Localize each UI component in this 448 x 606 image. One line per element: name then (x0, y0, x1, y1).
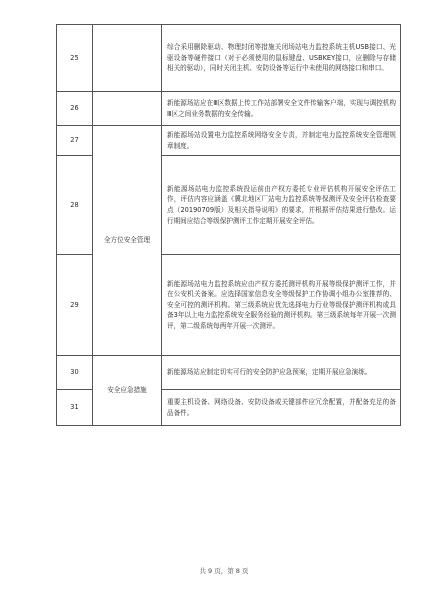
requirement-text: 新能源场站应在Ⅲ区数据上传工作站部署安全文件传输客户端，实现与调控机构Ⅲ区之间业务数据的安全传输。 (162, 92, 401, 126)
table-row (57, 356, 401, 390)
row-number: 28 (57, 156, 93, 255)
table-row (57, 126, 401, 156)
requirement-text: 新能源场站电力监控系统投运前由产权方委托专业评估机构开展安全评估工作，评估内容应涵盖《冀北地区厂站电力监控系统等保测评及安全评估检查要点（20190709版）及相关指导说明》的要求，并根据评估结果进行整改。运行期间应结合等级保护测评工作定期开展安全评估。 (162, 156, 401, 255)
row-number: 29 (57, 255, 93, 356)
row-number: 27 (57, 126, 93, 156)
table-row (57, 25, 401, 92)
category-cell: 安全应急措施 (93, 356, 162, 426)
category-cell (93, 92, 162, 126)
table-row (57, 92, 401, 126)
requirement-text: 新能源场站设置电力监控系统网络安全专责，并制定电力监控系统安全管理规章制度。 (162, 126, 401, 156)
requirement-text: 新能源场站电力监控系统应由产权方委托测评机构开展等级保护测评工作，并在公安机关备案。应选择国家信息安全等级保护工作协调小组办公室推荐的、安全可控的测评机构。第三级系统应优先选择电力行业等级保护测评机构或具备3年以上电力监控系统安全服务经验的测评机构。第三级系统每年开展一次测评，第二级系统每两年开展一次测评。 (162, 255, 401, 356)
page-footer: 共 9 页，第 8 页 (199, 567, 249, 575)
requirement-text: 新能源场站应制定切实可行的安全防护应急预案，定期开展应急演练。 (162, 356, 401, 390)
requirement-text: 重要主机设备、网络设备、安防设备或关键部件应冗余配置，并配备充足的备品备件。 (162, 390, 401, 426)
requirements-table (56, 24, 401, 426)
category-cell (93, 25, 162, 92)
row-number: 31 (57, 390, 93, 426)
row-number: 26 (57, 92, 93, 126)
category-cell: 全方位安全管理 (93, 126, 162, 356)
row-number: 30 (57, 356, 93, 390)
row-number: 25 (57, 25, 93, 92)
requirement-text: 综合采用删除驱动、物理封闭等措施关闭场站电力监控系统主机USB接口、光驱设备等硬件接口（对于必须使用的鼠标键盘、USBKEY接口，应删除与存储相关的驱动），同时关闭主机、安防设备等运行中未使用的网络接口和串口。 (162, 25, 401, 92)
